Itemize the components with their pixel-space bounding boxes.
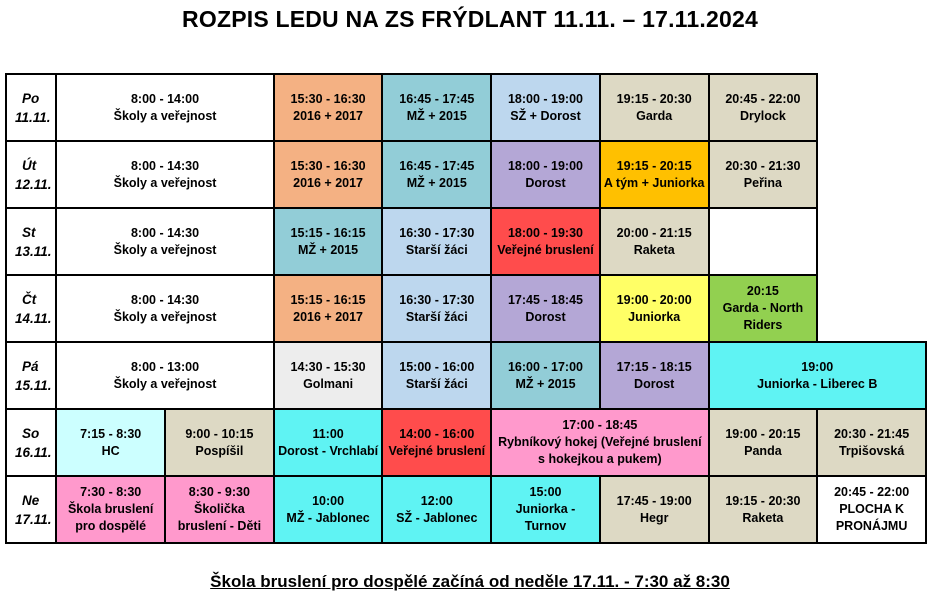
slot-cell: [491, 208, 600, 275]
slot-cell: [274, 476, 383, 543]
slot-cell: [600, 208, 709, 275]
slot-time: 18:00 - 19:00: [507, 91, 584, 106]
slot-cell: [56, 141, 273, 208]
slot-label: Starší žáci: [405, 376, 468, 391]
schedule-row-st: [6, 208, 926, 275]
slot-time: 17:45 - 19:00: [616, 493, 692, 508]
slot-time: 15:00: [529, 485, 562, 499]
slot-cell: [709, 74, 818, 141]
slot-cell: [165, 476, 274, 543]
slot-label: Dorost: [525, 309, 566, 324]
slot-label: SŽ + Dorost: [510, 108, 581, 123]
slot-label: Juniorka - Liberec B: [757, 376, 878, 391]
slot-time: 20:00 - 21:15: [616, 225, 692, 240]
schedule-row-po: [6, 74, 926, 141]
slot-time: 15:15 - 16:15: [290, 292, 366, 307]
slot-time: 15:15 - 16:15: [290, 225, 366, 240]
slot-label: Hegr: [639, 510, 669, 525]
slot-label: Garda - North Riders: [722, 301, 804, 332]
slot-cell: [274, 74, 383, 141]
slot-time: 19:00 - 20:00: [616, 292, 692, 307]
day-date: 12.11.: [15, 176, 52, 192]
slot-cell: [709, 141, 818, 208]
slot-cell: [709, 409, 818, 476]
day-date: 15.11.: [15, 377, 52, 393]
slot-label: 2016 + 2017: [293, 108, 364, 123]
schedule-row-so: [6, 409, 926, 476]
schedule-row-ct: [6, 275, 926, 342]
slot-label: Dorost: [525, 175, 566, 190]
ice-schedule-table: [5, 73, 927, 544]
slot-label: MŽ + 2015: [298, 242, 359, 257]
slot-time: 20:45 - 22:00: [834, 485, 910, 499]
day-date: 14.11.: [15, 310, 52, 326]
slot-label: Garda: [636, 108, 673, 123]
slot-cell: [600, 275, 709, 342]
slot-time: 12:00: [420, 493, 453, 508]
schedule-row-ne: [6, 476, 926, 543]
slot-time: 10:00: [312, 493, 345, 508]
slot-cell: [382, 409, 491, 476]
schedule-row-pa: [6, 342, 926, 409]
slot-cell: [56, 342, 273, 409]
page-title: ROZPIS LEDU NA ZS FRÝDLANT 11.11. – 17.11.2024: [182, 6, 758, 32]
slot-time: 18:00 - 19:30: [507, 225, 584, 240]
slot-label: HC: [101, 443, 120, 458]
slot-label: SŽ - Jablonec: [396, 510, 478, 525]
slot-cell: [274, 409, 383, 476]
slot-label: PLOCHA K PRONÁJMU: [835, 502, 908, 533]
slot-label: Veřejné bruslení: [497, 242, 594, 257]
day-name: Ne: [22, 492, 40, 508]
slot-time: 11:00: [312, 426, 344, 441]
slot-label: Školy a veřejnost: [113, 108, 217, 123]
slot-label: Škola bruslení pro dospělé: [67, 502, 154, 533]
slot-cell: [56, 74, 273, 141]
slot-label: MŽ - Jablonec: [286, 510, 370, 525]
slot-cell: [600, 476, 709, 543]
slot-cell: [56, 409, 165, 476]
slot-cell: [600, 342, 709, 409]
slot-cell: [491, 74, 600, 141]
slot-time: 16:00 - 17:00: [507, 359, 584, 374]
slot-label: Drylock: [739, 108, 786, 123]
slot-time: 19:15 - 20:30: [725, 493, 801, 508]
slot-time: 8:00 - 14:30: [130, 225, 200, 240]
day-cell: [6, 342, 56, 409]
slot-label: MŽ + 2015: [406, 175, 467, 190]
slot-cell: [274, 208, 383, 275]
slot-cell: [382, 476, 491, 543]
slot-label: Školička bruslení - Děti: [177, 502, 262, 533]
slot-label: Dorost: [634, 376, 675, 391]
slot-time: 20:15: [746, 284, 779, 298]
day-date: 11.11.: [15, 109, 51, 125]
slot-label: Veřejné bruslení: [388, 443, 486, 458]
slot-cell: [600, 74, 709, 141]
day-name: Út: [22, 157, 37, 173]
slot-time: 20:30 - 21:30: [725, 158, 801, 173]
slot-cell: [491, 342, 600, 409]
slot-time: 20:30 - 21:45: [834, 426, 910, 441]
slot-time: 9:00 - 10:15: [185, 426, 254, 441]
slot-cell: [382, 141, 491, 208]
slot-label: 2016 + 2017: [293, 175, 364, 190]
slot-time: 18:00 - 19:00: [507, 158, 584, 173]
day-cell: [6, 74, 56, 141]
slot-label: Peřina: [743, 175, 782, 190]
slot-label: Starší žáci: [405, 309, 468, 324]
slot-time: 8:30 - 9:30: [188, 485, 250, 499]
slot-label: Juniorka: [628, 309, 681, 324]
slot-time: 16:45 - 17:45: [399, 158, 475, 173]
slot-label: Panda: [744, 443, 782, 458]
slot-time: 14:00 - 16:00: [399, 426, 475, 441]
slot-cell: [709, 208, 818, 275]
slot-label: Trpišovská: [838, 443, 905, 458]
day-cell: [6, 275, 56, 342]
slot-time: 16:30 - 17:30: [399, 292, 475, 307]
slot-label: Školy a veřejnost: [113, 175, 217, 190]
day-cell: [6, 476, 56, 543]
slot-cell: [491, 141, 600, 208]
slot-time: 19:15 - 20:30: [616, 91, 692, 106]
slot-cell: [274, 275, 383, 342]
slot-cell: [491, 409, 708, 476]
slot-cell: [165, 409, 274, 476]
slot-cell: [600, 141, 709, 208]
footer-text: Škola bruslení pro dospělé začíná od neděle 17.11. - 7:30 až 8:30: [210, 572, 730, 591]
slot-cell: [491, 476, 600, 543]
slot-cell: [709, 275, 818, 342]
slot-time: 19:00 - 20:15: [725, 426, 801, 441]
slot-time: 17:15 - 18:15: [616, 359, 692, 374]
schedule-body: [6, 74, 926, 543]
day-name: Pá: [22, 358, 39, 374]
slot-time: 15:00 - 16:00: [399, 359, 475, 374]
schedule-row-ut: [6, 141, 926, 208]
day-date: 13.11.: [15, 243, 52, 259]
slot-time: 8:00 - 14:30: [130, 158, 200, 173]
slot-time: 8:00 - 14:00: [130, 91, 200, 106]
slot-label: Školy a veřejnost: [113, 309, 217, 324]
slot-cell: [382, 208, 491, 275]
slot-cell: [491, 275, 600, 342]
slot-time: 16:30 - 17:30: [399, 225, 475, 240]
slot-cell: [274, 342, 383, 409]
slot-label: MŽ + 2015: [515, 376, 576, 391]
slot-time: 16:45 - 17:45: [399, 91, 475, 106]
slot-cell: [382, 275, 491, 342]
slot-label: A tým + Juniorka: [603, 175, 705, 190]
slot-cell: [382, 74, 491, 141]
slot-label: Starší žáci: [405, 242, 468, 257]
day-name: Čt: [22, 291, 37, 307]
day-cell: [6, 208, 56, 275]
footer-note: [0, 572, 940, 592]
slot-cell: [56, 208, 273, 275]
slot-label: Raketa: [633, 242, 675, 257]
slot-label: MŽ + 2015: [406, 108, 467, 123]
slot-time: 8:00 - 14:30: [130, 292, 200, 307]
slot-label: 2016 + 2017: [293, 309, 364, 324]
slot-time: 8:00 - 13:00: [130, 359, 200, 374]
slot-cell: [56, 275, 273, 342]
slot-label: Rybníkový hokej (Veřejné bruslení s hokejkou a pukem): [498, 435, 702, 466]
slot-time: 19:15 - 20:15: [616, 158, 692, 173]
slot-cell: [709, 476, 818, 543]
slot-cell: [817, 476, 926, 543]
slot-time: 7:30 - 8:30: [80, 485, 142, 499]
slot-cell: [709, 342, 926, 409]
day-date: 17.11.: [15, 511, 52, 527]
slot-cell: [56, 476, 165, 543]
slot-label: Raketa: [742, 510, 784, 525]
slot-time: 19:00: [801, 359, 834, 374]
day-name: St: [22, 224, 36, 240]
slot-label: Školy a veřejnost: [113, 242, 217, 257]
slot-cell: [817, 409, 926, 476]
slot-time: 20:45 - 22:00: [725, 91, 801, 106]
slot-label: Juniorka - Turnov: [515, 502, 576, 533]
day-cell: [6, 409, 56, 476]
slot-cell: [382, 342, 491, 409]
slot-time: 15:30 - 16:30: [290, 91, 366, 106]
slot-cell: [274, 141, 383, 208]
slot-label: Golmani: [303, 376, 354, 391]
day-name: So: [22, 425, 40, 441]
slot-time: 15:30 - 16:30: [290, 158, 366, 173]
day-name: Po: [22, 90, 40, 106]
slot-label: Dorost - Vrchlabí: [278, 443, 379, 458]
day-cell: [6, 141, 56, 208]
slot-label: Pospíšil: [195, 443, 244, 458]
slot-label: Školy a veřejnost: [113, 376, 217, 391]
slot-time: 17:45 - 18:45: [507, 292, 584, 307]
slot-time: 14:30 - 15:30: [290, 359, 366, 374]
day-date: 16.11.: [15, 444, 52, 460]
slot-time: 7:15 - 8:30: [80, 426, 142, 441]
slot-time: 17:00 - 18:45: [562, 418, 638, 432]
